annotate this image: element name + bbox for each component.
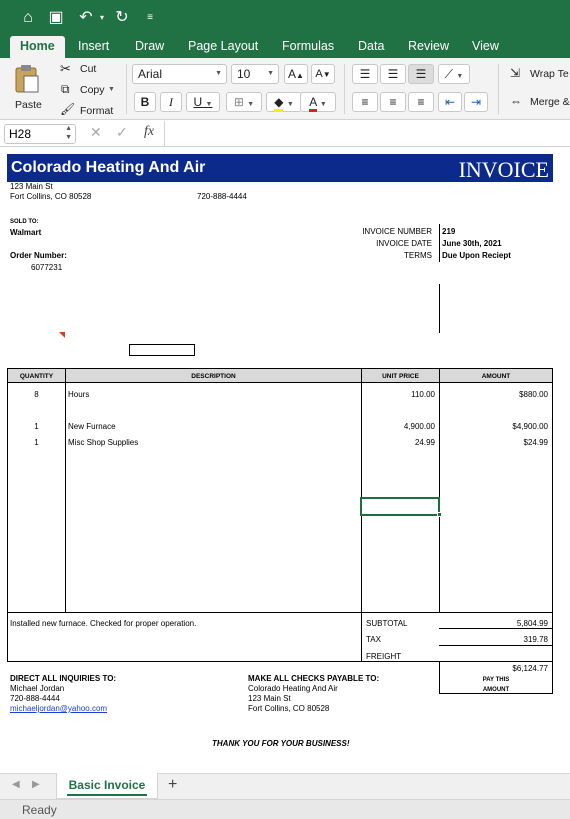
contact-name: Michael Jordan xyxy=(10,684,65,693)
header-divider xyxy=(439,284,440,333)
totals-border xyxy=(7,613,8,661)
invoice-title: INVOICE xyxy=(458,157,549,182)
tab-page-layout[interactable]: Page Layout xyxy=(188,39,259,53)
scroll-left-icon[interactable]: ◀ xyxy=(12,779,20,790)
item-amount: $4,900.00 xyxy=(512,422,548,431)
payee-name: Colorado Heating And Air xyxy=(248,684,338,693)
paint-bucket-icon: ◆ xyxy=(274,95,283,112)
payee-address-line1: 123 Main St xyxy=(248,694,291,703)
tab-home[interactable]: Home xyxy=(10,36,65,58)
notes-bottom-border xyxy=(7,661,440,662)
font-color-icon: A xyxy=(309,95,316,112)
undo-icon[interactable]: ↶ xyxy=(79,9,93,26)
contact-email-link[interactable]: michaeljordan@yahoo.com xyxy=(10,704,108,713)
order-number-label: Order Number: xyxy=(10,251,67,260)
item-amount: $880.00 xyxy=(519,390,548,399)
bold-button[interactable]: B xyxy=(134,92,156,112)
thank-you-message: THANK YOU FOR YOUR BUSINESS! xyxy=(212,739,350,748)
borders-button[interactable]: ⊞ ▼ xyxy=(226,92,262,112)
enter-icon[interactable]: ✓ xyxy=(116,124,128,140)
decrease-font-size-button[interactable]: A▼ xyxy=(311,64,335,84)
company-phone: 720-888-4444 xyxy=(197,192,247,201)
paste-button[interactable] xyxy=(10,62,50,116)
title-bar xyxy=(0,0,570,36)
decrease-indent-button[interactable]: ⇤ xyxy=(438,92,462,112)
wrap-text-button[interactable]: Wrap Te xyxy=(530,68,569,80)
header-divider xyxy=(439,224,440,262)
invoice-date-value: June 30th, 2021 xyxy=(442,239,502,248)
font-size-select[interactable] xyxy=(231,64,279,84)
tab-view[interactable]: View xyxy=(472,39,499,53)
quantity-header: QUANTITY xyxy=(19,373,54,380)
column-divider xyxy=(65,369,66,613)
column-divider xyxy=(439,369,440,613)
copy-icon[interactable]: ⧉ xyxy=(61,82,70,96)
format-painter-icon[interactable]: 🖌 xyxy=(60,102,76,116)
tab-review[interactable]: Review xyxy=(408,39,449,53)
font-name-value: Arial xyxy=(138,67,163,81)
contact-phone: 720-888-4444 xyxy=(10,694,60,703)
fill-handle[interactable] xyxy=(437,512,442,517)
font-size-value: 10 xyxy=(237,67,251,81)
invoice-number-label: INVOICE NUMBER xyxy=(362,227,432,236)
copy-dropdown-icon[interactable]: ▼ xyxy=(108,86,115,93)
scroll-right-icon[interactable]: ▶ xyxy=(32,779,40,790)
totals-divider xyxy=(439,628,553,629)
inquiries-label: DIRECT ALL INQUIRIES TO: xyxy=(10,674,117,683)
merge-icon: ⇔ xyxy=(510,94,522,108)
item-qty: 1 xyxy=(34,438,39,447)
ribbon-separator xyxy=(344,64,345,114)
name-box-stepper-icon[interactable]: ▲ ▼ xyxy=(65,125,72,141)
amount-label: AMOUNT xyxy=(482,687,510,693)
cut-button[interactable]: Cut xyxy=(80,63,97,75)
redo-icon[interactable]: ↻ xyxy=(115,9,129,26)
fill-color-button[interactable]: ◆ ▼ xyxy=(266,92,302,112)
tab-formulas[interactable]: Formulas xyxy=(282,39,335,53)
order-number-value: 6077231 xyxy=(31,263,63,272)
font-color-button[interactable]: A ▼ xyxy=(300,92,336,112)
tax-label: TAX xyxy=(366,635,381,644)
item-price: 4,900.00 xyxy=(403,422,435,431)
invoice-number-value: 219 xyxy=(442,227,456,236)
item-desc: Misc Shop Supplies xyxy=(68,438,139,447)
chevron-down-icon: ▼ xyxy=(215,70,222,77)
selected-cell[interactable] xyxy=(360,497,440,516)
payee-address-line2: Fort Collins, CO 80528 xyxy=(248,704,330,713)
orientation-button[interactable]: ⟋ ▼ xyxy=(438,64,470,84)
sheet-tabs-bar xyxy=(0,773,570,799)
status-bar xyxy=(0,799,570,819)
font-name-select[interactable] xyxy=(132,64,227,84)
align-left-button[interactable]: ≡ xyxy=(352,92,378,112)
add-sheet-button[interactable]: + xyxy=(168,776,178,793)
totals-divider xyxy=(439,645,553,646)
checks-payable-label: MAKE ALL CHECKS PAYABLE TO: xyxy=(248,674,380,683)
name-box-value: H28 xyxy=(9,127,32,141)
tab-draw[interactable]: Draw xyxy=(135,39,165,53)
item-price: 110.00 xyxy=(411,390,435,399)
tax-value: 319.78 xyxy=(523,635,548,644)
align-top-button[interactable]: ☰ xyxy=(352,64,378,84)
increase-indent-button[interactable]: ⇥ xyxy=(464,92,488,112)
cut-icon[interactable]: ✂ xyxy=(60,61,71,76)
sold-to-label: SOLD TO: xyxy=(10,219,39,225)
home-icon[interactable]: ⌂ xyxy=(23,9,33,26)
pay-this-label: PAY THIS xyxy=(482,677,510,683)
underline-button[interactable]: U ▼ xyxy=(186,92,220,112)
item-qty: 8 xyxy=(34,390,39,399)
total-value: $6,124.77 xyxy=(512,664,548,673)
align-bottom-button[interactable]: ☰ xyxy=(408,64,434,84)
invoice-banner xyxy=(7,154,553,182)
notes-divider xyxy=(7,612,440,613)
empty-cell-box[interactable] xyxy=(129,344,195,356)
terms-label: TERMS xyxy=(404,251,432,260)
tab-insert[interactable]: Insert xyxy=(78,39,110,53)
totals-border xyxy=(552,613,553,661)
align-center-button[interactable]: ≡ xyxy=(380,92,406,112)
amount-header: AMOUNT xyxy=(481,373,511,380)
sold-to-value: Walmart xyxy=(10,228,42,237)
company-address-line1: 123 Main St xyxy=(10,182,53,191)
unit-price-header: UNIT PRICE xyxy=(382,373,419,380)
comment-indicator-icon[interactable] xyxy=(59,332,65,338)
insert-function-icon[interactable]: fx xyxy=(144,124,155,139)
align-right-button[interactable]: ≡ xyxy=(408,92,434,112)
align-middle-button[interactable]: ☰ xyxy=(380,64,406,84)
item-desc: Hours xyxy=(68,390,90,399)
copy-button[interactable]: Copy xyxy=(80,84,105,96)
company-address-line2: Fort Collins, CO 80528 xyxy=(10,192,92,201)
undo-dropdown-icon[interactable]: ▾ xyxy=(99,13,104,22)
worksheet[interactable] xyxy=(0,148,570,773)
freight-label: FREIGHT xyxy=(366,652,402,661)
ribbon-tabs xyxy=(0,36,570,58)
subtotal-value: 5,804.99 xyxy=(516,619,548,628)
customize-toolbar-icon[interactable]: ≡ xyxy=(147,12,153,23)
increase-font-size-button[interactable]: A▲ xyxy=(284,64,308,84)
name-box[interactable] xyxy=(4,124,76,144)
clipboard-icon xyxy=(14,64,40,94)
item-price: 24.99 xyxy=(414,438,435,447)
merge-button[interactable]: Merge & xyxy=(530,96,570,108)
subtotal-label: SUBTOTAL xyxy=(366,619,408,628)
chevron-down-icon: ▼ xyxy=(267,70,274,77)
format-painter-button[interactable]: Format xyxy=(80,105,114,117)
item-amount: $24.99 xyxy=(523,438,548,447)
ribbon-home xyxy=(0,58,570,120)
status-text: Ready xyxy=(22,803,57,817)
cancel-icon[interactable]: ✕ xyxy=(90,124,102,140)
save-icon[interactable]: ▣ xyxy=(48,9,64,26)
formula-bar xyxy=(0,121,570,147)
paste-label: Paste xyxy=(15,99,42,111)
invoice-date-label: INVOICE DATE xyxy=(376,239,432,248)
notes-text: Installed new furnace. Checked for proper operation. xyxy=(10,619,197,628)
ribbon-separator xyxy=(126,64,127,114)
sheet-tab-basic-invoice[interactable]: Basic Invoice xyxy=(56,773,158,799)
company-name: Colorado Heating And Air xyxy=(11,159,206,176)
item-qty: 1 xyxy=(34,422,39,431)
italic-button[interactable]: I xyxy=(160,92,182,112)
items-table xyxy=(7,368,553,613)
terms-value: Due Upon Reciept xyxy=(442,251,511,260)
ribbon-separator xyxy=(498,64,499,114)
item-desc: New Furnace xyxy=(68,422,116,431)
wrap-text-icon: ⇲ xyxy=(510,66,521,80)
tab-data[interactable]: Data xyxy=(358,39,385,53)
formula-input[interactable] xyxy=(164,121,570,147)
description-header: DESCRIPTION xyxy=(191,373,236,380)
